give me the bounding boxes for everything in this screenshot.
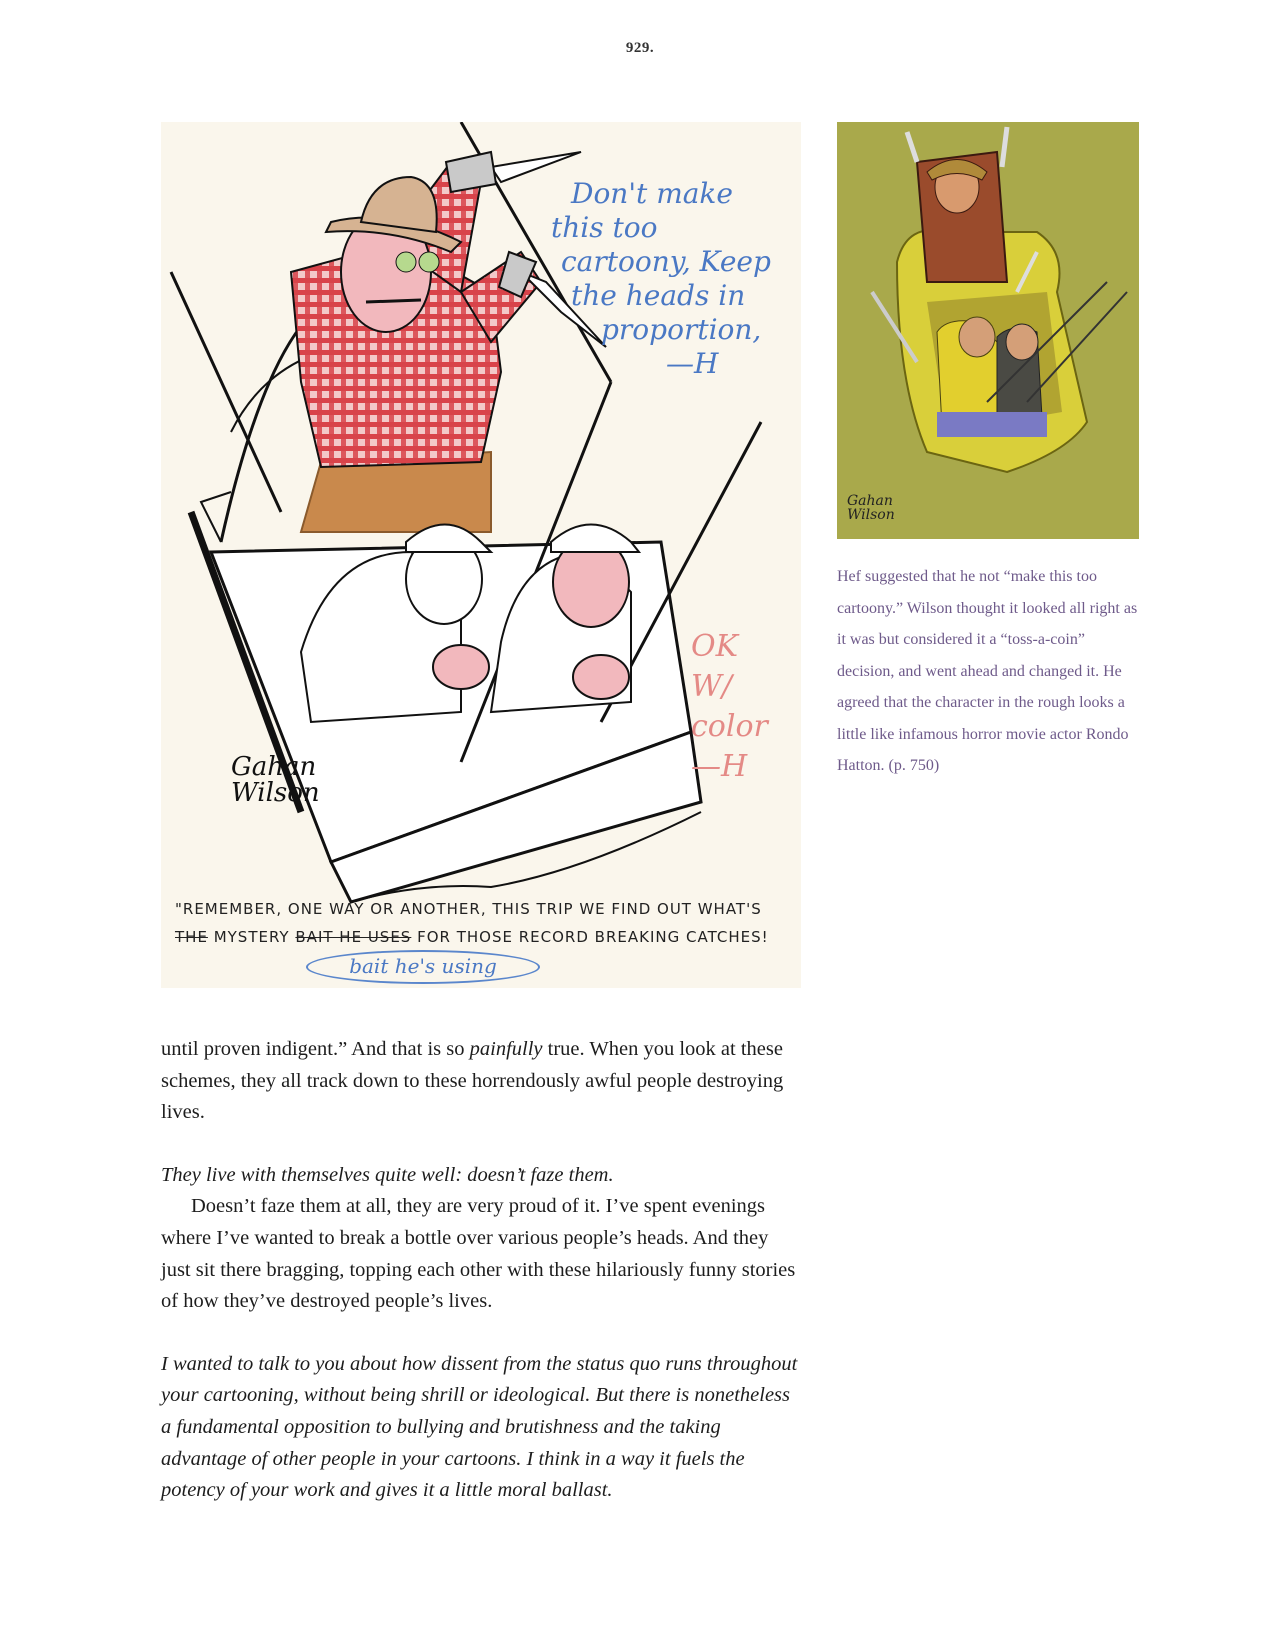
- text-run: true. When you look at these schemes, they all track down to these horrendously awful people destroying lives.: [161, 1038, 784, 1124]
- hef-note: [551, 177, 771, 381]
- struck-word: THE: [175, 928, 208, 946]
- ok-note-line: OK: [691, 629, 739, 664]
- article-body: [161, 1034, 801, 1507]
- ok-note-line: —H: [691, 749, 748, 784]
- paragraph: [161, 1034, 801, 1129]
- eye: [396, 252, 416, 272]
- final-color-illustration: [837, 122, 1139, 539]
- caption-word: MYSTERY: [213, 928, 290, 946]
- text-run: until proven indigent.” And that is so: [161, 1038, 470, 1060]
- knife-top: [491, 152, 581, 182]
- rough-sketch-illustration: [161, 122, 801, 988]
- hef-note-line: —H: [666, 347, 719, 380]
- knife-handle: [446, 152, 496, 192]
- yellow-fisherman-face: [959, 317, 995, 357]
- color-art-signature: [847, 494, 895, 522]
- emphasis: painfully: [469, 1038, 543, 1060]
- hands-right: [573, 655, 629, 699]
- figure-caption: Hef suggested that he not “make this too cartoony.” Wilson thought it looked all right as it was but considered it a “toss-a-coin” decision, and went ahead and changed it. He agreed that the character in the rough looks a little like infamous horror movie actor Rondo Hatton. (p. 750): [837, 568, 1138, 774]
- hef-note-line: cartoony, Keep: [561, 245, 771, 278]
- struck-phrase: BAIT HE USES: [295, 928, 412, 946]
- cartoon-caption-line-1: "REMEMBER, ONE WAY OR ANOTHER, THIS TRIP WE FIND OUT WHAT'S: [175, 900, 762, 918]
- color-drawing: [837, 122, 1139, 539]
- fisherman-right-cap: [551, 525, 639, 553]
- hat-crown: [361, 177, 437, 232]
- interview-question: They live with themselves quite well: doesn’t faze them.: [161, 1163, 614, 1186]
- knife-right: [1002, 127, 1007, 167]
- edit-insertion: bait he's using: [306, 950, 540, 984]
- hef-note-line: proportion,: [601, 313, 762, 346]
- artist-signature: [231, 754, 320, 806]
- hands-left: [433, 645, 489, 689]
- ok-note-line: W/: [691, 669, 732, 704]
- ok-note-line: color: [691, 709, 768, 744]
- knife-left: [907, 132, 917, 162]
- signature-line: Wilson: [231, 778, 320, 808]
- signature-line: Gahan: [847, 493, 893, 509]
- hef-note-line: Don't make: [571, 177, 733, 210]
- hef-note-line: the heads in: [571, 279, 746, 312]
- blue-pants: [937, 412, 1047, 437]
- grin: [366, 300, 421, 302]
- interview-answer: Doesn’t faze them at all, they are very proud of it. I’ve spent evenings where I’ve wanted to break a bottle over various people’s heads. And they just sit there bragging, topping each other with these hilariously funny stories of how they’ve destroyed people’s lives.: [161, 1195, 796, 1313]
- interview-question: I wanted to talk to you about how dissent from the status quo runs throughout your cartooning, without being shrill or ideological. But there is nonetheless a fundamental opposition to bullying and brutishness and the taking advantage of other people in your cartoons. I think in a way it fuels the potency of your work and gives it a little moral ballast.: [161, 1352, 798, 1502]
- caption-phrase: FOR THOSE RECORD BREAKING CATCHES!: [417, 928, 769, 946]
- cartoon-caption-line-2: [175, 928, 769, 946]
- ok-note: [691, 627, 768, 787]
- page-number: 929.: [625, 40, 655, 56]
- signature-line: Wilson: [847, 507, 895, 523]
- eye-2: [419, 252, 439, 272]
- signature-line: Gahan: [231, 752, 317, 782]
- hef-note-line: this too: [551, 211, 658, 244]
